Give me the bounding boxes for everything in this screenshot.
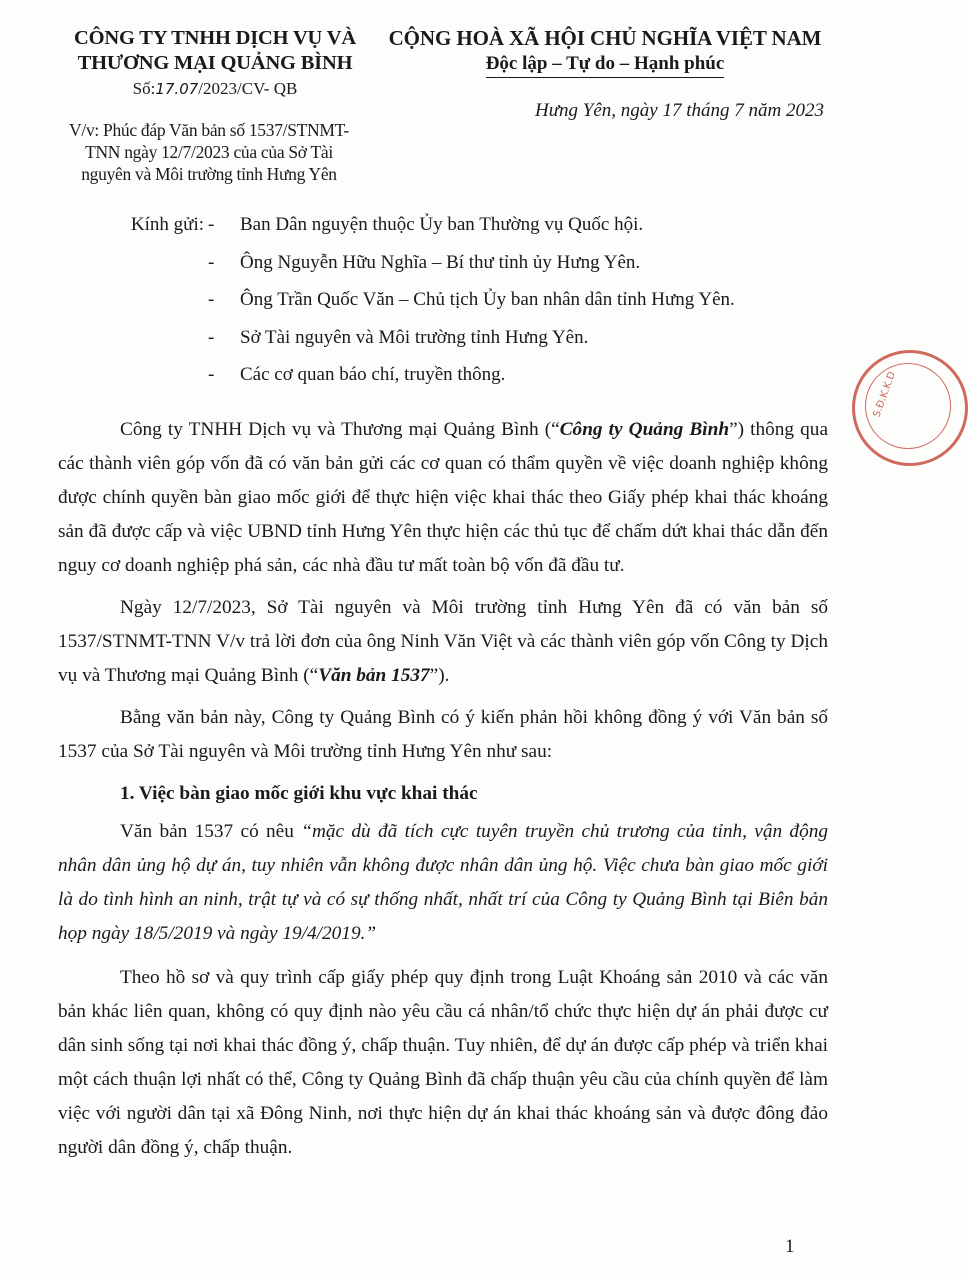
national-header	[370, 26, 840, 78]
company-name-line1: CÔNG TY TNHH DỊCH VỤ VÀ	[74, 27, 356, 49]
recipient-item: Kính gửi: - Ban Dân nguyện thuộc Ủy ban Thường vụ Quốc hội.	[122, 214, 842, 252]
company-seal: S.Đ.K.K.D	[852, 350, 968, 466]
recipient-item: - Sở Tài nguyên và Môi trường tỉnh Hưng Yên.	[208, 326, 589, 348]
recipients-list	[122, 214, 842, 402]
subject-line: nguyên và Môi trường tỉnh Hưng Yên	[81, 164, 337, 184]
recipient-item: - Ông Trần Quốc Văn – Chủ tịch Ủy ban nhân dân tỉnh Hưng Yên.	[208, 289, 735, 310]
recipient-item: - Các cơ quan báo chí, truyền thông.	[208, 364, 506, 385]
section-heading: 1. Việc bàn giao mốc giới khu vực khai thác	[120, 783, 478, 804]
handwritten-number: 17.07	[155, 80, 199, 98]
paragraph-context: Ngày 12/7/2023, Sở Tài nguyên và Môi trường tỉnh Hưng Yên đã có văn bản số 1537/STNMT-TNN V/v trả lời đơn của ông Ninh Văn Việt và các thành viên góp vốn Công ty Dịch vụ và Thương mại Quảng Bình (“Văn bản 1537”).	[58, 597, 828, 686]
paragraph-intro: Công ty TNHH Dịch vụ và Thương mại Quảng Bình (“Công ty Quảng Bình”) thông qua các thành viên góp vốn đã có văn bản gửi các cơ quan có thẩm quyền về việc doanh nghiệp không được chính quyền bàn giao mốc giới để thực hiện việc khai thác theo Giấy phép khai thác khoáng sản đã được cấp và việc UBND tỉnh Hưng Yên thực hiện các thủ tục để chấm dứt khai thác dẫn đến nguy cơ doanh nghiệp phá sản, các nhà đầu tư mất toàn bộ vốn đã đầu tư.	[58, 419, 829, 576]
paragraph-argument: Theo hồ sơ và quy trình cấp giấy phép quy định trong Luật Khoáng sản 2010 và các văn bản khác liên quan, không có quy định nào yêu cầu cá nhân/tổ chức thực hiện dự án phải được cư dân sinh sống tại nơi khai thác đồng ý, chấp thuận. Tuy nhiên, để dự án được cấp phép và triển khai một cách thuận lợi nhất có thể, Công ty Quảng Bình đã chấp thuận yêu cầu của chính quyền để làm việc với người dân tại xã Đông Ninh, nơi thực hiện dự án khai thác khoáng sản và được đông đảo người dân đồng ý, chấp thuận.	[58, 967, 828, 1158]
page-number: 1	[785, 1236, 795, 1257]
paragraph-response: Bằng văn bản này, Công ty Quảng Bình có ý kiến phản hồi không đồng ý với Văn bản số 1537 của Sở Tài nguyên và Môi trường tỉnh Hưng Yên như sau:	[58, 707, 828, 762]
recipients-label: Kính gửi:	[130, 214, 204, 235]
recipient-item: - Ông Nguyễn Hữu Nghĩa – Bí thư tỉnh ủy Hưng Yên.	[208, 251, 641, 273]
national-motto: Độc lập – Tự do – Hạnh phúc	[486, 51, 725, 78]
sender-block	[50, 26, 380, 100]
paragraph-quote: Văn bản 1537 có nêu “mặc dù đã tích cực tuyên truyền chủ trương của tỉnh, vận động nhân dân ủng hộ dự án, tuy nhiên vẫn không được nhân dân ủng hộ. Việc chưa bàn giao mốc giới là do tình hình an ninh, trật tự và có sự thống nhất, nhất trí của Công ty Quảng Bình tại Biên bản họp ngày 18/5/2019 và ngày 19/4/2019.”	[58, 821, 828, 944]
nation-title: CỘNG HOÀ XÃ HỘI CHỦ NGHĨA VIỆT NAM	[388, 26, 822, 50]
subject-line: TNN ngày 12/7/2023 của của Sở Tài	[85, 142, 333, 162]
letter-body	[58, 413, 828, 1165]
document-number: Số:17.07/2023/CV- QB	[132, 79, 298, 98]
company-name-line2: THƯƠNG MẠI QUẢNG BÌNH	[77, 52, 353, 74]
subject-block	[48, 119, 370, 185]
subject-line: V/v: Phúc đáp Văn bản số 1537/STNMT-	[69, 120, 349, 140]
place-date: Hưng Yên, ngày 17 tháng 7 năm 2023	[534, 100, 824, 121]
